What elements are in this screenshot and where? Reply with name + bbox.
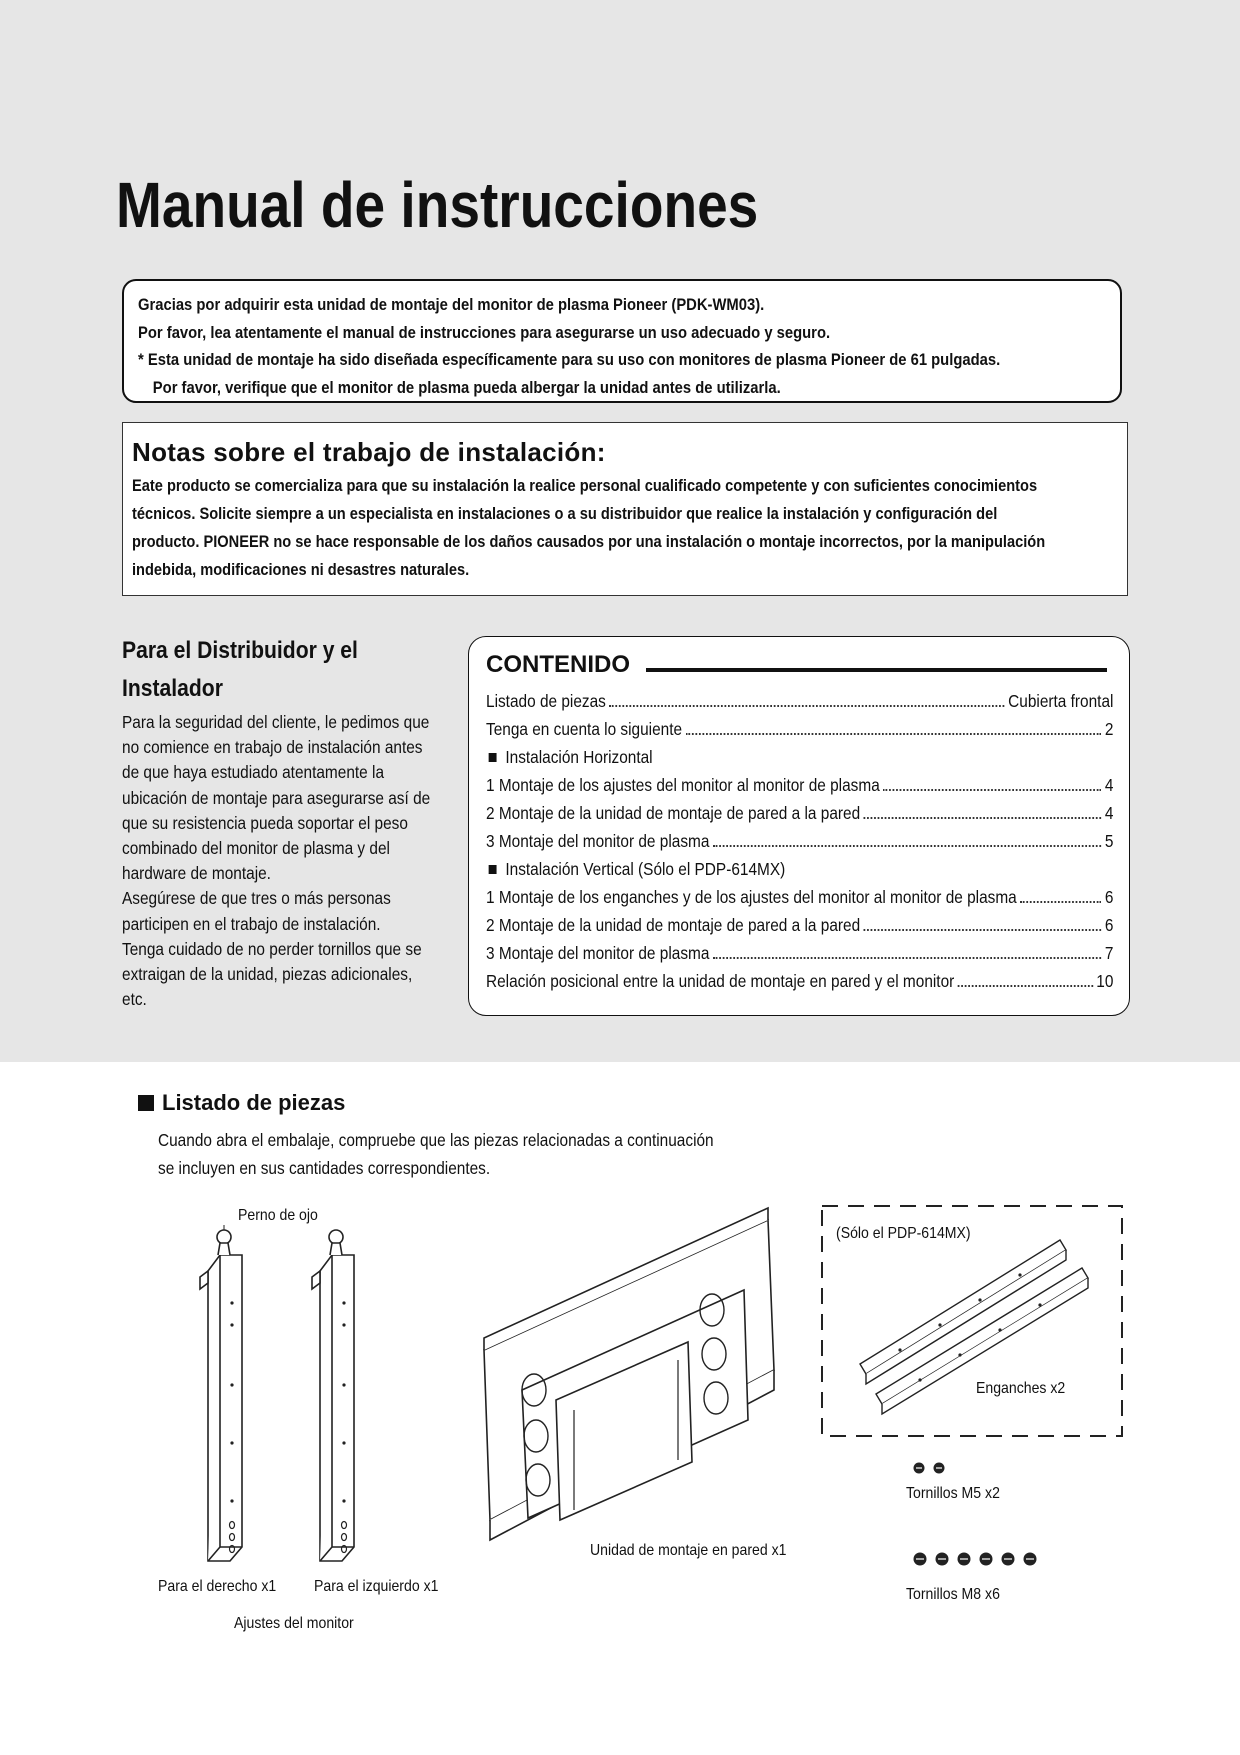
hooks-label: Enganches x2 <box>976 1380 1066 1397</box>
toc-entry[interactable] <box>486 715 1113 743</box>
intro-line: Por favor, verifique que el monitor de plasma pueda albergar la unidad antes de utilizarla. <box>152 377 781 397</box>
toc-entry-text: 2 Montaje de la unidad de montaje de pared a la pared <box>486 915 861 935</box>
distributor-line: de que haya estudiado atentamente la <box>122 762 385 783</box>
intro-line: Gracias por adquirir esta unidad de montaje del monitor de plasma Pioneer (PDK-WM03). <box>138 295 765 314</box>
toc-entry-page: 2 <box>1104 719 1114 739</box>
only-model-label: (Sólo el PDP-614MX) <box>836 1225 971 1242</box>
distributor-line: etc. <box>122 989 147 1010</box>
toc-entry-page: 4 <box>1104 803 1114 823</box>
distributor-text <box>122 710 462 1012</box>
distributor-line: extraigan de la unidad, piezas adicionales, <box>122 964 413 985</box>
toc-leader-dots <box>958 985 1093 987</box>
intro-line: Por favor, lea atentamente el manual de instrucciones para asegurarse un uso adecuado y seguro. <box>138 322 831 342</box>
parts-desc-line: se incluyen en sus cantidades correspondientes. <box>158 1158 491 1178</box>
parts-list-heading <box>138 1090 345 1116</box>
monitor-adjusters-illustration <box>190 1225 380 1575</box>
notes-line: indebida, modificaciones ni desastres naturales. <box>132 560 470 579</box>
toc-leader-dots <box>713 957 1101 959</box>
parts-list-description <box>158 1126 789 1182</box>
toc-section-title: Instalación Horizontal <box>505 747 653 767</box>
distributor-line: Para la seguridad del cliente, le pedimos que <box>122 712 430 732</box>
toc-entry-page: Cubierta frontal <box>1008 691 1114 711</box>
eye-bolt-label: Perno de ojo <box>238 1207 318 1224</box>
distributor-line: Tenga cuidado de no perder tornillos que se <box>122 938 422 959</box>
square-bullet-icon <box>489 753 497 762</box>
distributor-line: que su resistencia pueda soportar el peso <box>122 812 408 833</box>
distributor-section <box>122 632 462 1012</box>
toc-entry-page: 5 <box>1104 831 1114 851</box>
parts-heading-text: Listado de piezas <box>162 1090 346 1115</box>
toc-section <box>486 743 1038 771</box>
toc-section <box>486 855 1038 883</box>
m8-screws-icon <box>910 1550 1046 1568</box>
installation-notes-title: Notas sobre el trabajo de instalación: <box>132 437 606 467</box>
square-bullet-icon <box>489 865 497 874</box>
left-adjuster-label: Para el izquierdo x1 <box>314 1578 439 1595</box>
toc-section-title: Instalación Vertical (Sólo el PDP-614MX) <box>505 859 786 879</box>
toc-leader-dots <box>883 789 1101 791</box>
toc-entry[interactable] <box>486 911 1113 939</box>
toc-entry[interactable] <box>486 799 1113 827</box>
toc-entry-text: 1 Montaje de los enganches y de los ajustes del monitor al monitor de plasma <box>486 887 1017 907</box>
installation-notes-body <box>132 472 1118 584</box>
distributor-heading-line: Para el Distribuidor y el <box>122 637 358 664</box>
toc-leader-dots <box>713 845 1101 847</box>
distributor-line: Asegúrese de que tres o más personas <box>122 888 391 909</box>
distributor-heading <box>122 632 439 708</box>
toc-entry-text: Tenga en cuenta lo siguiente <box>486 719 683 739</box>
table-of-contents <box>468 636 1130 1016</box>
intro-line: * Esta unidad de montaje ha sido diseñada específicamente para su uso con monitores de plasma Pioneer de 61 pulgadas. <box>138 350 1001 369</box>
toc-entry[interactable] <box>486 827 1113 855</box>
toc-leader-dots <box>864 817 1102 819</box>
toc-entry-text: Relación posicional entre la unidad de montaje en pared y el monitor <box>486 971 955 991</box>
monitor-adjusters-label: Ajustes del monitor <box>234 1615 354 1632</box>
distributor-line: participen en el trabajo de instalación. <box>122 913 381 934</box>
toc-entry[interactable] <box>486 771 1113 799</box>
toc-entry-text: Listado de piezas <box>486 691 606 711</box>
toc-entry-text: 1 Montaje de los ajustes del monitor al monitor de plasma <box>486 775 880 795</box>
distributor-line: combinado del monitor de plasma y del <box>122 838 390 859</box>
m8-screws-label: Tornillos M8 x6 <box>906 1586 1000 1603</box>
notes-line: técnicos. Solicite siempre a un especialista en instalaciones o a su distribuidor que realice la instalación y configuración del <box>132 504 998 523</box>
toc-entry-page: 6 <box>1104 915 1114 935</box>
toc-entry[interactable] <box>486 967 1113 995</box>
toc-title: CONTENIDO <box>486 651 630 678</box>
notes-line: Eate producto se comercializa para que su instalación la realice personal cualificado competente y con suficientes conocimientos <box>132 476 1038 495</box>
toc-entry[interactable] <box>486 687 1113 715</box>
distributor-line: no comience en trabajo de instalación antes <box>122 737 423 758</box>
toc-leader-dots <box>864 929 1102 931</box>
square-bullet-icon <box>138 1095 154 1111</box>
toc-entry-page: 4 <box>1104 775 1114 795</box>
toc-entry-page: 7 <box>1104 943 1114 963</box>
toc-entry-text: 2 Montaje de la unidad de montaje de pared a la pared <box>486 803 861 823</box>
page-title: Manual de instrucciones <box>116 169 759 241</box>
m5-screws-icon <box>910 1460 950 1476</box>
toc-entry[interactable] <box>486 939 1113 967</box>
m5-screws-label: Tornillos M5 x2 <box>906 1485 1000 1502</box>
toc-entry-page: 10 <box>1096 971 1114 991</box>
toc-leader-dots <box>686 733 1102 735</box>
installation-notes-box <box>122 422 1128 596</box>
right-adjuster-label: Para el derecho x1 <box>158 1578 277 1595</box>
distributor-heading-line: Instalador <box>122 675 223 702</box>
notes-line: producto. PIONEER no se hace responsable de los daños causados por una instalación o montaje incorrectos, por la manipulación <box>132 532 1046 551</box>
toc-entry[interactable] <box>486 883 1113 911</box>
distributor-line: ubicación de montaje para asegurarse así de <box>122 787 431 808</box>
toc-entry-page: 6 <box>1104 887 1114 907</box>
intro-box <box>122 279 1122 403</box>
parts-desc-line: Cuando abra el embalaje, compruebe que las piezas relacionadas a continuación <box>158 1130 714 1150</box>
toc-title-rule <box>646 668 1107 672</box>
wall-mount-unit-label: Unidad de montaje en pared x1 <box>590 1542 787 1559</box>
distributor-line: hardware de montaje. <box>122 863 271 884</box>
toc-header <box>486 651 1113 687</box>
wall-mount-unit-illustration <box>478 1200 778 1570</box>
toc-leader-dots <box>609 705 1004 707</box>
toc-leader-dots <box>1020 901 1101 903</box>
toc-entry-text: 3 Montaje del monitor de plasma <box>486 831 710 851</box>
toc-entry-text: 3 Montaje del monitor de plasma <box>486 943 710 963</box>
